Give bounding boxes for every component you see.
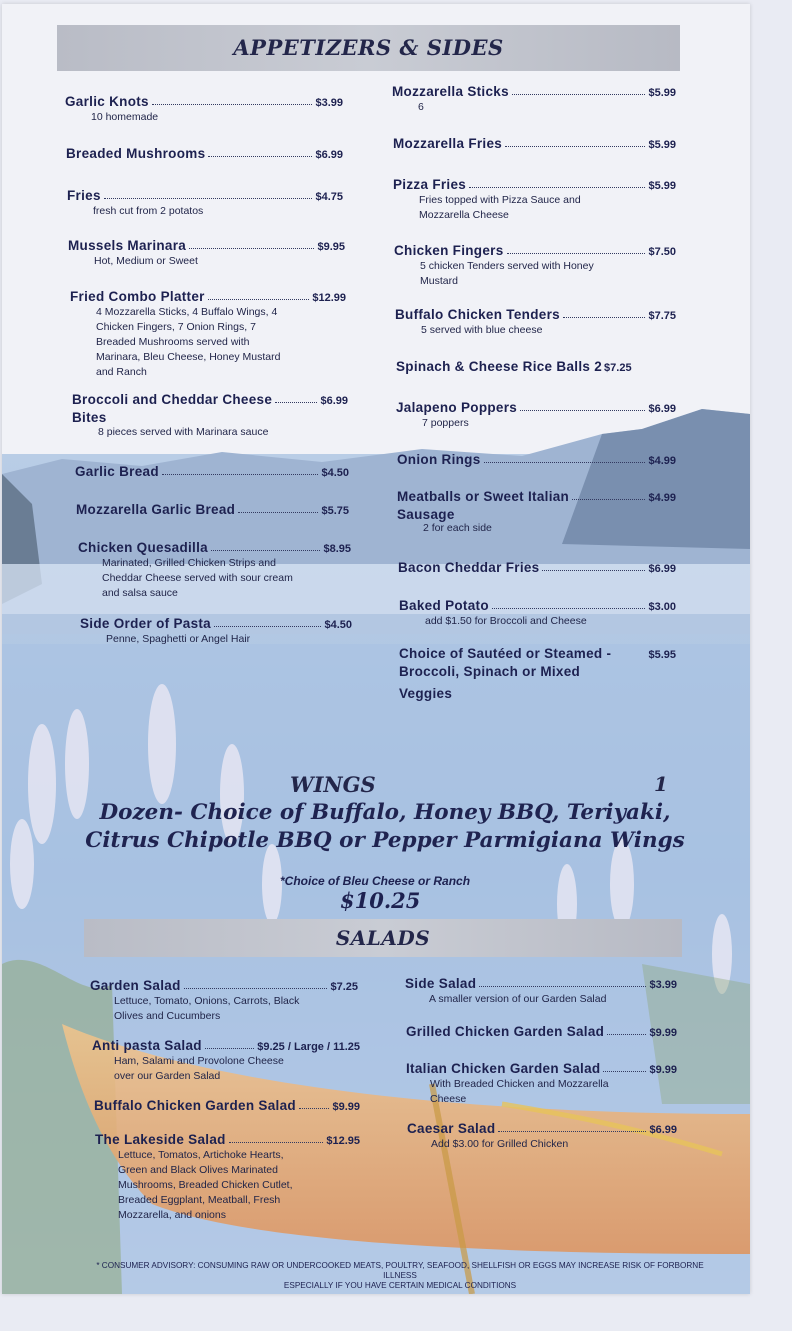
consumer-advisory — [90, 1261, 710, 1291]
menu-item — [397, 452, 676, 467]
wings-line-1: Dozen- Choice of Buffalo, Honey BBQ, Teriyaki, — [99, 800, 671, 825]
menu-item — [90, 978, 358, 1024]
menu-item — [75, 464, 349, 479]
item-description: fresh cut from 2 potatos — [93, 205, 204, 217]
item-name: Broccoli and Cheddar Cheese — [72, 392, 273, 407]
item-name: Chicken Fingers — [394, 243, 504, 258]
item-price: $9.95 — [317, 241, 345, 253]
menu-item — [393, 136, 676, 151]
menu-item — [406, 1024, 677, 1039]
item-price: $8.95 — [323, 543, 351, 555]
menu-item — [399, 598, 676, 629]
desc-line: Mozzarella Cheese — [419, 209, 509, 221]
item-description — [78, 556, 351, 601]
menu-item — [80, 616, 352, 647]
item-price: $9.99 — [649, 1027, 677, 1039]
item-name-continued — [399, 661, 676, 705]
advisory-line: * CONSUMER ADVISORY: CONSUMING RAW OR UNDERCOOKED MEATS, POULTRY, SEAFOOD, SHELLFISH OR EGGS MAY INCREASE RISK OF FORBORNE ILLNESS — [96, 1261, 704, 1280]
item-price: $9.25 / Large / 11.25 — [257, 1041, 360, 1053]
desc-line: over our Garden Salad — [114, 1070, 221, 1082]
dot-leader — [469, 187, 645, 188]
item-price: $5.95 — [648, 649, 676, 661]
menu-item — [72, 392, 348, 440]
desc-line: Cheddar Cheese served with sour cream — [102, 572, 293, 584]
item-price: $4.75 — [315, 191, 343, 203]
item-price: $7.25 — [330, 981, 358, 993]
item-price: $7.25 — [604, 362, 632, 374]
item-name: Buffalo Chicken Tenders — [395, 307, 560, 322]
menu-item — [396, 359, 676, 374]
item-name: Spinach & Cheese Rice Balls 2 — [396, 359, 603, 374]
item-price: $5.99 — [648, 180, 676, 192]
item-name: Choice of Sautéed or Steamed - — [399, 646, 612, 661]
item-description — [95, 1148, 360, 1223]
menu-item — [66, 146, 343, 161]
item-description — [92, 1054, 360, 1084]
item-name: Grilled Chicken Garden Salad — [406, 1024, 605, 1039]
item-description — [90, 994, 358, 1024]
item-name: Onion Rings — [397, 452, 481, 467]
item-description — [394, 259, 676, 289]
item-name: Mozzarella Sticks — [392, 84, 509, 99]
item-description: add $1.50 for Broccoli and Cheese — [425, 615, 587, 627]
menu-item — [68, 238, 345, 269]
menu-item — [94, 1098, 360, 1113]
item-name: Baked Potato — [399, 598, 489, 613]
item-name: Italian Chicken Garden Salad — [406, 1061, 601, 1076]
dot-leader — [214, 626, 321, 627]
appetizers-heading-banner — [57, 25, 680, 71]
desc-line: and Ranch — [96, 366, 147, 378]
dot-leader — [607, 1034, 646, 1035]
item-price: $4.99 — [648, 455, 676, 467]
wings-line-2: Citrus Chipotle BBQ or Pepper Parmigiana Wings — [85, 828, 685, 853]
item-name: Meatballs or Sweet Italian — [397, 489, 570, 504]
dot-leader — [208, 156, 312, 157]
item-name: Side Salad — [405, 976, 477, 991]
item-price: $5.75 — [321, 505, 349, 517]
dot-leader — [603, 1071, 646, 1072]
item-price: $9.99 — [649, 1064, 677, 1076]
item-description: Hot, Medium or Sweet — [94, 255, 198, 267]
dot-leader — [205, 1048, 254, 1049]
desc-line: Mustard — [420, 275, 458, 287]
item-name: Bacon Cheddar Fries — [398, 560, 540, 575]
menu-item — [406, 1061, 677, 1107]
dot-leader — [484, 462, 646, 463]
dot-leader — [542, 570, 645, 571]
item-price: $4.50 — [324, 619, 352, 631]
menu-item — [399, 646, 676, 705]
name-line: Broccoli, Spinach or Mixed — [399, 664, 581, 679]
desc-line: 4 Mozzarella Sticks, 4 Buffalo Wings, 4 — [96, 306, 278, 318]
desc-line: Fries topped with Pizza Sauce and — [419, 194, 581, 206]
item-price: $5.99 — [648, 87, 676, 99]
salads-heading: SALADS — [335, 926, 431, 950]
menu-item — [392, 84, 676, 115]
desc-line: 5 chicken Tenders served with Honey — [420, 260, 594, 272]
dot-leader — [152, 104, 313, 105]
item-name: Garlic Knots — [65, 94, 149, 109]
menu-item — [393, 177, 676, 223]
menu-item — [76, 502, 349, 517]
desc-line: Lettuce, Tomatos, Artichoke Hearts, — [118, 1149, 284, 1161]
item-name: Mozzarella Fries — [393, 136, 503, 151]
item-price: $5.99 — [648, 139, 676, 151]
item-price: $3.99 — [315, 97, 343, 109]
dot-leader — [572, 499, 645, 500]
name-line: Veggies — [399, 686, 453, 701]
dot-leader — [520, 410, 645, 411]
dot-leader — [505, 146, 645, 147]
wings-heading: WINGS — [290, 772, 376, 797]
item-price: $3.99 — [649, 979, 677, 991]
desc-line: Lettuce, Tomato, Onions, Carrots, Black — [114, 995, 300, 1007]
item-price: $6.99 — [315, 149, 343, 161]
item-name: Anti pasta Salad — [92, 1038, 202, 1053]
dot-leader — [512, 94, 646, 95]
menu-item — [92, 1038, 360, 1084]
dot-leader — [104, 198, 313, 199]
menu-item — [394, 243, 676, 289]
item-name-continued: Bites — [72, 410, 107, 425]
dot-leader — [492, 608, 646, 609]
item-name-continued: Sausage — [397, 507, 455, 522]
desc-line: Marinara, Bleu Cheese, Honey Mustard — [96, 351, 281, 363]
advisory-line: ESPECIALLY IF YOU HAVE CERTAIN MEDICAL CONDITIONS — [283, 1281, 517, 1290]
item-price: $6.99 — [648, 563, 676, 575]
item-name: Garlic Bread — [75, 464, 159, 479]
desc-line: Breaded Mushrooms served with — [96, 336, 250, 348]
menu-item — [396, 400, 676, 431]
menu-item — [407, 1121, 677, 1152]
menu-item — [405, 976, 677, 1007]
salads-heading-banner — [84, 919, 682, 957]
item-price: $7.75 — [648, 310, 676, 322]
item-name: Garden Salad — [90, 978, 181, 993]
dot-leader — [184, 988, 328, 989]
item-description: Penne, Spaghetti or Angel Hair — [106, 633, 251, 645]
menu-item — [78, 540, 351, 601]
desc-line: Mushrooms, Breaded Chicken Cutlet, — [118, 1179, 293, 1191]
item-name: Fried Combo Platter — [70, 289, 205, 304]
dot-leader — [498, 1131, 646, 1132]
dot-leader — [211, 550, 321, 551]
item-price: $6.99 — [649, 1124, 677, 1136]
item-description: 7 poppers — [422, 417, 469, 429]
item-description: Add $3.00 for Grilled Chicken — [431, 1138, 569, 1150]
item-name: Fries — [67, 188, 101, 203]
item-description: 10 homemade — [91, 111, 159, 123]
desc-line: Marinated, Grilled Chicken Strips and — [102, 557, 276, 569]
item-description — [406, 1077, 677, 1107]
item-name: Mozzarella Garlic Bread — [76, 502, 236, 517]
item-description — [393, 193, 676, 223]
item-name: Side Order of Pasta — [80, 616, 211, 631]
menu-item — [398, 560, 676, 575]
menu-item — [65, 94, 343, 125]
dot-leader — [479, 986, 646, 987]
menu-item — [395, 307, 676, 338]
desc-line: and salsa sauce — [102, 587, 178, 599]
wings-price: $10.25 — [340, 888, 421, 913]
item-description: 2 for each side — [423, 522, 492, 534]
menu-item — [95, 1132, 360, 1223]
menu-item — [70, 289, 346, 380]
item-name: Jalapeno Poppers — [396, 400, 518, 415]
desc-line: Olives and Cucumbers — [114, 1010, 221, 1022]
item-description: 6 — [418, 101, 424, 113]
desc-line: Mozzarella, and onions — [118, 1209, 226, 1221]
item-name: Breaded Mushrooms — [66, 146, 206, 161]
desc-line: Ham, Salami and Provolone Cheese — [114, 1055, 284, 1067]
dot-leader — [299, 1108, 330, 1109]
dot-leader — [563, 317, 646, 318]
item-price: $6.99 — [320, 395, 348, 407]
dot-leader — [275, 402, 317, 403]
desc-line: With Breaded Chicken and Mozzarella — [430, 1078, 609, 1090]
item-description — [70, 305, 346, 380]
item-name: Buffalo Chicken Garden Salad — [94, 1098, 296, 1113]
desc-line: Chicken Fingers, 7 Onion Rings, 7 — [96, 321, 256, 333]
desc-line: Green and Black Olives Marinated — [118, 1164, 278, 1176]
menu-item — [67, 188, 343, 219]
item-price: $3.00 — [648, 601, 676, 613]
item-price: $6.99 — [648, 403, 676, 415]
dot-leader — [507, 253, 646, 254]
dot-leader — [238, 512, 318, 513]
item-price: $4.50 — [321, 467, 349, 479]
item-price: $12.95 — [326, 1135, 360, 1147]
item-name: Caesar Salad — [407, 1121, 496, 1136]
page-number: 1 — [654, 772, 668, 796]
item-price: $4.99 — [648, 492, 676, 504]
item-price: $9.99 — [332, 1101, 360, 1113]
dot-leader — [189, 248, 314, 249]
item-price: $7.50 — [648, 246, 676, 258]
item-name: The Lakeside Salad — [95, 1132, 226, 1147]
wings-dip-choice: *Choice of Bleu Cheese or Ranch — [280, 874, 471, 888]
dot-leader — [162, 474, 319, 475]
appetizers-heading: APPETIZERS & SIDES — [233, 35, 504, 60]
dot-leader — [229, 1142, 324, 1143]
item-description: 5 served with blue cheese — [421, 324, 543, 336]
item-name: Chicken Quesadilla — [78, 540, 208, 555]
item-description: 8 pieces served with Marinara sauce — [98, 426, 269, 438]
menu-item — [397, 489, 676, 536]
item-name: Pizza Fries — [393, 177, 467, 192]
desc-line: Breaded Eggplant, Meatball, Fresh — [118, 1194, 281, 1206]
dot-leader — [208, 299, 310, 300]
item-price: $12.99 — [312, 292, 346, 304]
item-name: Mussels Marinara — [68, 238, 187, 253]
item-description: A smaller version of our Garden Salad — [429, 993, 607, 1005]
desc-line: Cheese — [430, 1093, 467, 1105]
